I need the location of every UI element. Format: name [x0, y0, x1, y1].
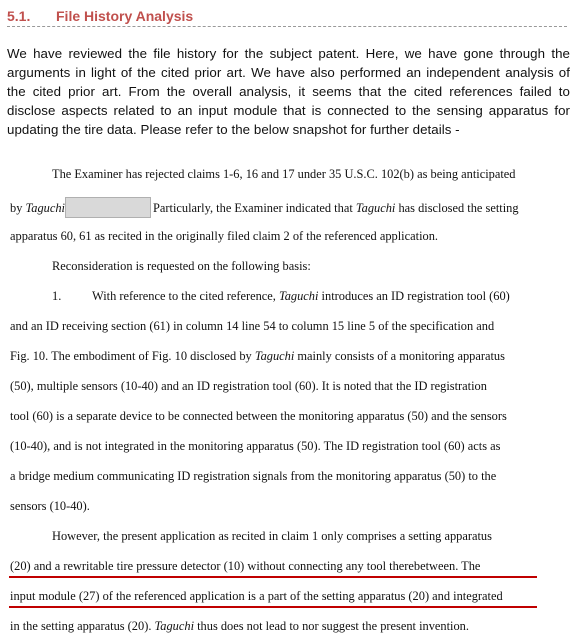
snapshot-line: tool (60) is a separate device to be connected between the monitoring apparatus (50) and the sensors: [10, 409, 507, 423]
section-title: File History Analysis: [56, 8, 194, 24]
snapshot-line: in the setting apparatus (20). Taguchi thus does not lead to nor suggest the present invention.: [10, 619, 469, 633]
red-underline: [9, 606, 537, 608]
snapshot-line: However, the present application as recited in claim 1 only comprises a setting apparatus: [52, 529, 492, 543]
snapshot-line: and an ID receiving section (61) in column 14 line 54 to column 15 line 5 of the specification and: [10, 319, 495, 333]
snapshot-line: (10-40), and is not integrated in the monitoring apparatus (50). The ID registration tool (60) acts as: [10, 439, 501, 453]
snapshot-line: With reference to the cited reference, Taguchi introduces an ID registration tool (60): [92, 289, 510, 303]
snapshot-line: a bridge medium communicating ID registration signals from the monitoring apparatus (50) to the: [10, 469, 497, 483]
snapshot-line: sensors (10-40).: [10, 499, 90, 513]
red-underline: [9, 576, 537, 578]
section-number: 5.1.: [7, 8, 31, 24]
snapshot-line: (50), multiple sensors (10-40) and an ID registration tool (60). It is noted that the ID registration: [10, 379, 487, 393]
redaction-box: [65, 197, 151, 218]
snapshot-line: by Taguchi Particularly, the Examiner indicated that Taguchi has disclosed the setting: [10, 197, 519, 218]
snapshot-line-highlighted: (20) and a rewritable tire pressure detector (10) without connecting any tool therebetween. The: [10, 559, 481, 573]
snapshot-line: The Examiner has rejected claims 1-6, 16 and 17 under 35 U.S.C. 102(b) as being anticipated: [52, 167, 516, 181]
snapshot-line: apparatus 60, 61 as recited in the originally filed claim 2 of the referenced application.: [10, 229, 438, 243]
snapshot-line: Fig. 10. The embodiment of Fig. 10 disclosed by Taguchi mainly consists of a monitoring apparatus: [10, 349, 505, 363]
document-snapshot: [0, 160, 580, 635]
intro-paragraph: We have reviewed the file history for the subject patent. Here, we have gone through the arguments in light of the cited prior art. We have also performed an independent analysis of the cited prior art. From the overall analysis, it seems that the cited references failed to disclose aspects related to an input module that is connected to the sensing apparatus for updating the tire data. Please refer to the below snapshot for further details -: [7, 46, 570, 137]
section-heading: [7, 6, 567, 27]
snapshot-line-highlighted: input module (27) of the referenced application is a part of the setting apparatus (20) and integrated: [10, 589, 503, 603]
list-number: 1.: [52, 289, 62, 303]
snapshot-line: Reconsideration is requested on the following basis:: [52, 259, 311, 273]
